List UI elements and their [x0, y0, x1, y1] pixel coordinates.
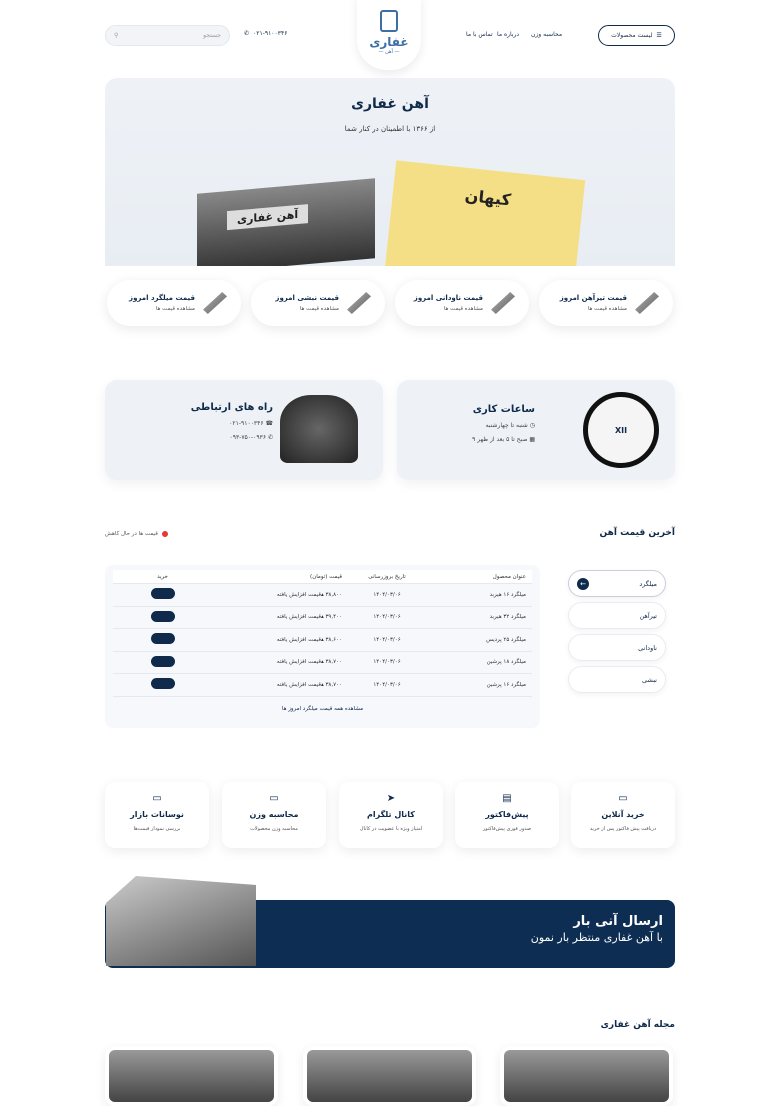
buy-button[interactable] [151, 633, 175, 644]
nav-contact[interactable]: تماس با ما [466, 31, 493, 38]
feature-icon: ➤ [386, 793, 396, 804]
price-card-angle[interactable]: قیمت نبشی امروز مشاهده قیمت ها [251, 280, 385, 326]
feature-card[interactable]: ▤ پیش‌فاکتور صدور فوری پیش‌فاکتور [455, 782, 559, 848]
header-phone[interactable]: ✆ ۰۲۱-۹۱۰۰۳۴۶ [244, 30, 288, 37]
logo-icon [380, 10, 398, 32]
arrow-left-icon: ← [577, 578, 589, 590]
hero-subtitle: از ۱۳۶۶ با اطمینان در کنار شما [344, 125, 436, 133]
feature-card[interactable]: ▭ محاسبه وزن محاسبه وزن محصولات [222, 782, 326, 848]
clock-image: XII [583, 392, 659, 468]
price-card-channel[interactable]: قیمت ناودانی امروز مشاهده قیمت ها [395, 280, 529, 326]
tab-channel[interactable]: ناودانی [568, 634, 666, 661]
price-card-beam[interactable]: قیمت تیرآهن امروز مشاهده قیمت ها [539, 280, 673, 326]
table-row: میلگرد ۳۲ هیربد ۱۴۰۴/۰۳/۰۶ ۳۹,۴۰۰ ▴قیمت افزایش یافته [113, 607, 532, 630]
angle-icon [347, 292, 371, 314]
truck-image [106, 876, 256, 966]
feature-icon: ▭ [269, 793, 279, 804]
magazine-card[interactable] [500, 1046, 673, 1106]
tab-angle[interactable]: نبشی [568, 666, 666, 693]
price-status: قیمت ها در حال کاهش [105, 531, 168, 537]
feature-icon: ▭ [618, 793, 628, 804]
table-row: میلگرد ۱۸ پرشین ۱۴۰۴/۰۳/۰۶ ۳۸,۷۰۰ ▴قیمت افزایش یافته [113, 652, 532, 675]
channel-icon [491, 292, 515, 314]
tab-rebar[interactable]: میلگرد ← [568, 570, 666, 597]
beam-icon [635, 292, 659, 314]
buy-button[interactable] [151, 678, 175, 689]
shop-image: آهن غفاری [197, 178, 375, 266]
telephone-image [280, 395, 358, 463]
table-row: میلگرد ۲۵ پردیس ۱۴۰۴/۰۳/۰۶ ۳۸,۶۰۰ ▴قیمت افزایش یافته [113, 629, 532, 652]
feature-card[interactable]: ▭ خرید آنلاین دریافت پیش فاکتور پس از خرید [571, 782, 675, 848]
feature-card[interactable]: ▭ نوسانات بازار بررسی نمودار قیمت‌ها [105, 782, 209, 848]
feature-card[interactable]: ➤ کانال تلگرام امتیاز ویژه با عضویت در کانال [339, 782, 443, 848]
search-input[interactable]: ⚲ جستجو [105, 25, 230, 46]
contact-card: راه های ارتباطی ۰۲۱-۹۱۰۰۳۴۶ ☎ ۰۹۳-۷۵۰-۰۹۳۶ ✆ [105, 380, 383, 480]
products-list-button[interactable]: لیست محصولات ☰ [598, 25, 675, 46]
magazine-card[interactable] [105, 1046, 278, 1106]
status-dot-icon [162, 531, 168, 537]
buy-button[interactable] [151, 611, 175, 622]
menu-icon: ☰ [656, 32, 662, 39]
magazine-card[interactable] [303, 1046, 476, 1106]
logo[interactable]: غفاری — آهن — [357, 0, 421, 70]
hero-banner [105, 78, 675, 266]
buy-button[interactable] [151, 588, 175, 599]
working-hours-card: XII ساعات کاری شنبه تا چهارشنبه ◷ ۹ صبح تا ۵ بعد از ظهر ▦ [397, 380, 675, 480]
price-card-rebar[interactable]: قیمت میلگرد امروز مشاهده قیمت ها [107, 280, 241, 326]
feature-icon: ▭ [152, 793, 162, 804]
tab-beam[interactable]: تیرآهن [568, 602, 666, 629]
newspaper-image: کیهان [385, 160, 585, 266]
view-all-link[interactable]: مشاهده همه قیمت میلگرد امروز ها [281, 705, 364, 712]
delivery-banner[interactable]: ارسال آنی بار با آهن غفاری منتظر بار نمون [105, 900, 675, 968]
feature-icon: ▤ [502, 793, 512, 804]
buy-button[interactable] [151, 656, 175, 667]
hero-title: آهن غفاری [351, 96, 429, 112]
rebar-icon [203, 292, 227, 314]
nav-weight-calc[interactable]: محاسبه وزن [531, 31, 563, 38]
nav-about[interactable]: درباره ما [497, 31, 520, 38]
table-header: عنوان محصول تاریخ بروزرسانی قیمت (تومان) خرید [113, 570, 532, 584]
search-icon: ⚲ [114, 32, 119, 39]
prices-title: آخرین قیمت آهن [599, 528, 675, 538]
price-table [105, 565, 540, 728]
table-row: میلگرد ۱۶ پرشین ۱۴۰۴/۰۳/۰۶ ۳۸,۷۰۰ ▴قیمت افزایش یافته [113, 674, 532, 697]
phone-icon: ✆ [244, 30, 250, 37]
magazine-title: مجله آهن غفاری [600, 1020, 675, 1030]
table-row: میلگرد ۱۶ هیربد ۱۴۰۴/۰۳/۰۶ ۳۸,۸۰۰ ▴قیمت افزایش یافته [113, 584, 532, 607]
